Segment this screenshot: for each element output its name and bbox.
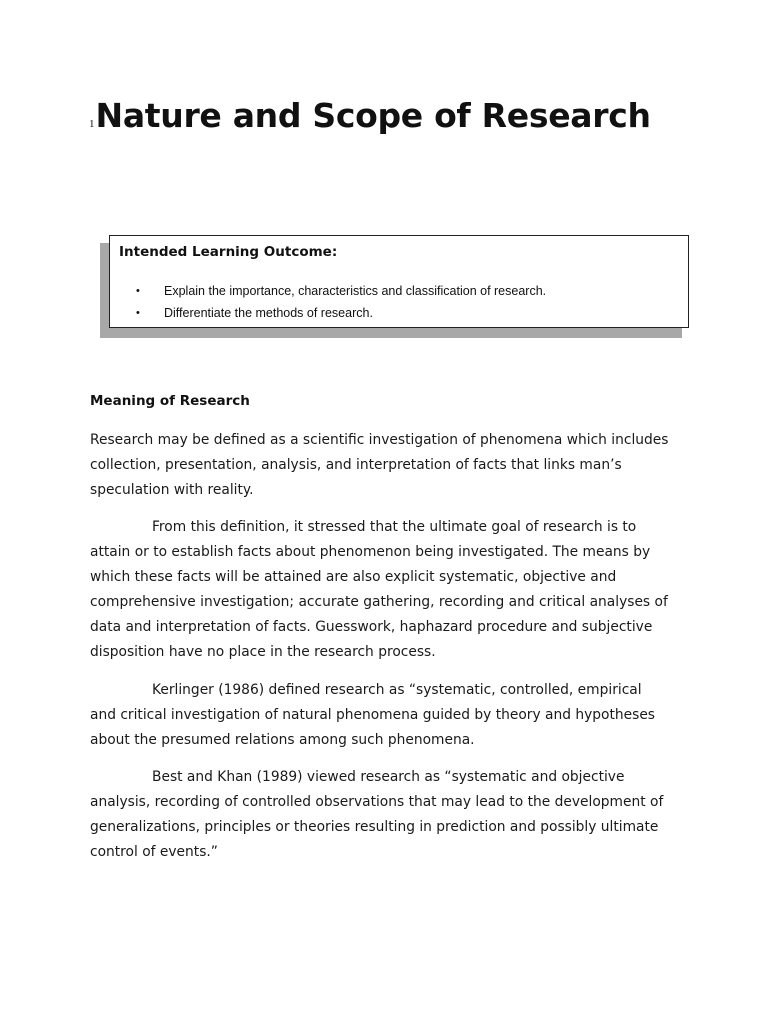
text-line: Research may be defined as a scientific investigation of phenomena which includes	[90, 432, 669, 448]
text-line: and critical investigation of natural phenomena guided by theory and hypotheses	[90, 707, 655, 723]
text-line: analysis, recording of controlled observations that may lead to the development of	[90, 794, 664, 810]
outcome-list	[136, 280, 546, 324]
text-line: speculation with reality.	[90, 482, 254, 498]
title-text: Nature and Scope of Research	[95, 96, 651, 135]
text-line: control of events.”	[90, 844, 218, 860]
bullet-icon: •	[136, 307, 140, 319]
list-item	[136, 302, 546, 324]
paragraph-kerlinger	[90, 678, 686, 753]
text-line: Kerlinger (1986) defined research as “systematic, controlled, empirical	[152, 682, 642, 698]
text-line: generalizations, principles or theories resulting in prediction and possibly ultimate	[90, 819, 659, 835]
paragraph-definition	[90, 428, 686, 503]
text-line: attain or to establish facts about phenomenon being investigated. The means by	[90, 544, 651, 560]
paragraph-goal	[90, 515, 686, 665]
bullet-icon: •	[136, 285, 140, 297]
outcome-heading: Intended Learning Outcome:	[119, 244, 338, 260]
footnote-number: 1	[89, 118, 95, 130]
text-line: From this definition, it stressed that the ultimate goal of research is to	[152, 519, 637, 535]
text-line: which these facts will be attained are also explicit systematic, objective and	[90, 569, 617, 585]
text-line: about the presumed relations among such phenomena.	[90, 732, 475, 748]
list-item	[136, 280, 546, 302]
text-line: collection, presentation, analysis, and interpretation of facts that links man’s	[90, 457, 622, 473]
text-line: data and interpretation of facts. Guesswork, haphazard procedure and subjective	[90, 619, 653, 635]
outcome-item-text: Explain the importance, characteristics and classification of research.	[164, 284, 547, 298]
text-line: comprehensive investigation; accurate gathering, recording and critical analyses of	[90, 594, 668, 610]
section-heading: Meaning of Research	[90, 393, 250, 409]
learning-outcome-box	[109, 235, 689, 328]
outcome-item-text: Differentiate the methods of research.	[164, 306, 373, 320]
text-line: disposition have no place in the research process.	[90, 644, 436, 660]
text-line: Best and Khan (1989) viewed research as “systematic and objective	[152, 769, 625, 785]
page-title	[89, 96, 651, 135]
paragraph-best-khan	[90, 765, 686, 865]
